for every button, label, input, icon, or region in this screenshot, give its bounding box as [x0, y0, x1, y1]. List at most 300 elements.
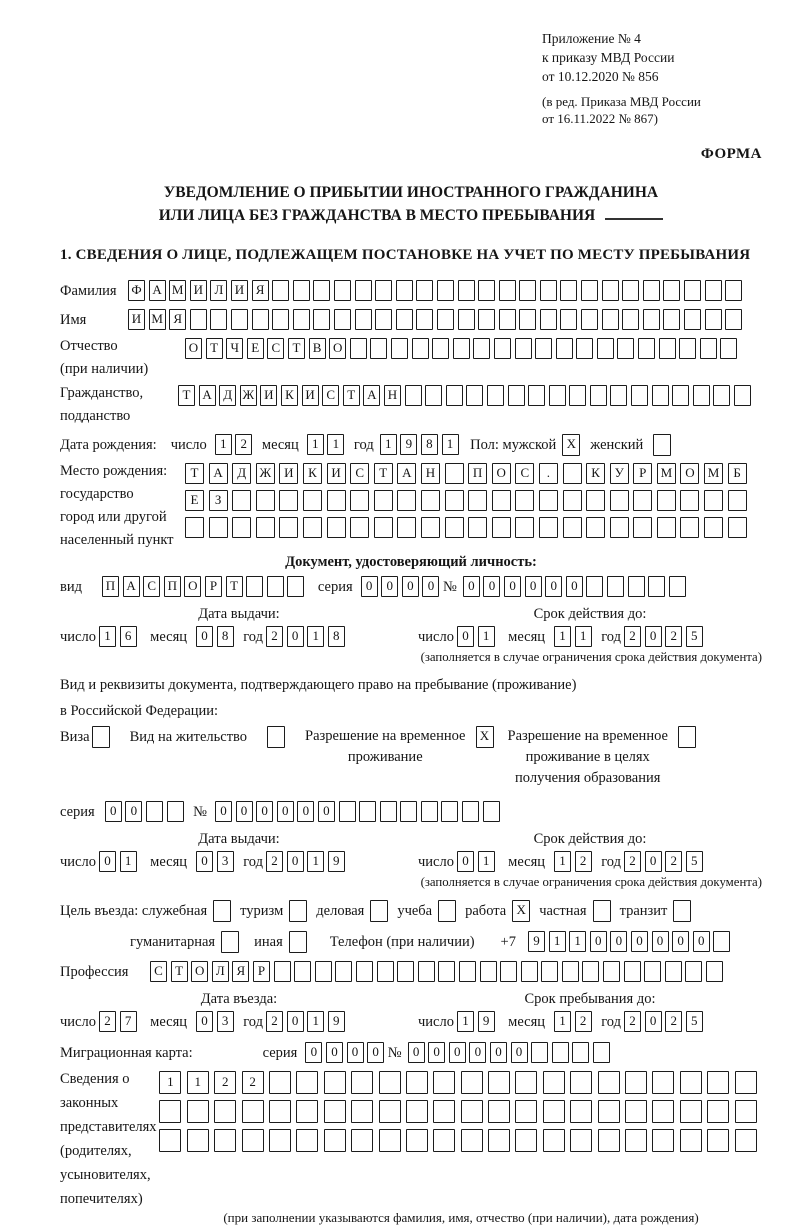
char-box[interactable]	[210, 309, 227, 330]
char-box[interactable]: 2	[665, 626, 682, 647]
char-box[interactable]	[334, 309, 351, 330]
char-box[interactable]	[735, 1100, 757, 1123]
char-box[interactable]: 0	[318, 801, 335, 822]
char-box[interactable]: С	[322, 385, 339, 406]
char-box[interactable]	[313, 280, 330, 301]
char-box[interactable]: Р	[205, 576, 222, 597]
phone-boxes[interactable]	[528, 931, 734, 952]
char-box[interactable]: 3	[217, 1011, 234, 1032]
char-box[interactable]: А	[123, 576, 140, 597]
char-box[interactable]	[633, 517, 652, 538]
char-box[interactable]: 0	[287, 1011, 304, 1032]
char-box[interactable]	[269, 1100, 291, 1123]
char-box[interactable]	[576, 338, 593, 359]
char-box[interactable]	[725, 309, 742, 330]
char-box[interactable]: П	[102, 576, 119, 597]
char-box[interactable]: 0	[215, 801, 232, 822]
char-box[interactable]: К	[303, 463, 322, 484]
char-box[interactable]	[324, 1071, 346, 1094]
char-box[interactable]	[519, 309, 536, 330]
char-box[interactable]: 0	[645, 1011, 662, 1032]
char-box[interactable]: И	[231, 280, 248, 301]
char-box[interactable]: Л	[212, 961, 229, 982]
char-box[interactable]	[552, 1042, 569, 1063]
char-box[interactable]: М	[169, 280, 186, 301]
char-box[interactable]	[540, 309, 557, 330]
char-box[interactable]: И	[190, 280, 207, 301]
char-box[interactable]	[287, 576, 304, 597]
char-box[interactable]: 0	[631, 931, 648, 952]
char-box[interactable]	[289, 900, 307, 922]
char-box[interactable]	[293, 309, 310, 330]
char-box[interactable]	[607, 576, 624, 597]
char-box[interactable]	[586, 517, 605, 538]
char-box[interactable]	[638, 338, 655, 359]
char-box[interactable]	[269, 1071, 291, 1094]
char-box[interactable]: Н	[384, 385, 401, 406]
char-box[interactable]	[492, 490, 511, 511]
char-box[interactable]	[462, 801, 479, 822]
char-box[interactable]: 2	[235, 434, 252, 455]
char-box[interactable]	[515, 1100, 537, 1123]
char-box[interactable]: О	[185, 338, 202, 359]
char-box[interactable]	[582, 961, 599, 982]
char-box[interactable]: Д	[232, 463, 251, 484]
char-box[interactable]: Я	[252, 280, 269, 301]
char-box[interactable]	[478, 280, 495, 301]
purpose-tourism-checkbox[interactable]	[289, 900, 307, 922]
char-box[interactable]: А	[209, 463, 228, 484]
char-box[interactable]	[391, 338, 408, 359]
birth-day-boxes[interactable]	[215, 434, 256, 455]
char-box[interactable]: 1	[554, 626, 571, 647]
permit-expiry-year-boxes[interactable]	[624, 851, 706, 872]
char-box[interactable]	[515, 1071, 537, 1094]
char-box[interactable]	[441, 801, 458, 822]
char-box[interactable]: 0	[490, 1042, 507, 1063]
purpose-study-checkbox[interactable]	[438, 900, 456, 922]
char-box[interactable]: Я	[232, 961, 249, 982]
char-box[interactable]	[303, 517, 322, 538]
char-box[interactable]	[652, 1129, 674, 1152]
patronymic-boxes[interactable]	[185, 338, 741, 359]
char-box[interactable]: 1	[307, 851, 324, 872]
char-box[interactable]: Т	[374, 463, 393, 484]
char-box[interactable]	[433, 1100, 455, 1123]
char-box[interactable]	[327, 517, 346, 538]
residence-permit-checkbox[interactable]	[267, 726, 285, 748]
char-box[interactable]	[713, 385, 730, 406]
birth-year-boxes[interactable]	[380, 434, 462, 455]
passport-expiry-year-boxes[interactable]	[624, 626, 706, 647]
char-box[interactable]: 1	[307, 626, 324, 647]
char-box[interactable]: 0	[645, 851, 662, 872]
char-box[interactable]	[375, 309, 392, 330]
char-box[interactable]: И	[128, 309, 145, 330]
permit-issue-year-boxes[interactable]	[266, 851, 348, 872]
char-box[interactable]: 2	[242, 1071, 264, 1094]
char-box[interactable]	[416, 280, 433, 301]
char-box[interactable]: 0	[610, 931, 627, 952]
char-box[interactable]	[445, 463, 464, 484]
char-box[interactable]	[269, 1129, 291, 1152]
char-box[interactable]	[397, 961, 414, 982]
char-box[interactable]	[598, 1129, 620, 1152]
char-box[interactable]	[631, 385, 648, 406]
char-box[interactable]	[405, 385, 422, 406]
char-box[interactable]	[461, 1071, 483, 1094]
char-box[interactable]	[598, 1071, 620, 1094]
permit-expiry-day-boxes[interactable]	[457, 851, 498, 872]
char-box[interactable]: 0	[652, 931, 669, 952]
char-box[interactable]	[397, 517, 416, 538]
char-box[interactable]: О	[492, 463, 511, 484]
char-box[interactable]: 0	[457, 626, 474, 647]
char-box[interactable]	[159, 1129, 181, 1152]
char-box[interactable]	[700, 338, 717, 359]
char-box[interactable]	[296, 1129, 318, 1152]
char-box[interactable]	[293, 280, 310, 301]
char-box[interactable]	[735, 1071, 757, 1094]
char-box[interactable]: Ж	[256, 463, 275, 484]
char-box[interactable]	[416, 309, 433, 330]
char-box[interactable]: И	[327, 463, 346, 484]
temp-residence-edu-checkbox[interactable]	[678, 726, 696, 748]
char-box[interactable]: 0	[463, 576, 480, 597]
char-box[interactable]: С	[515, 463, 534, 484]
char-box[interactable]: 0	[511, 1042, 528, 1063]
char-box[interactable]: Я	[169, 309, 186, 330]
char-box[interactable]: 2	[624, 1011, 641, 1032]
char-box[interactable]: 0	[196, 1011, 213, 1032]
char-box[interactable]	[356, 961, 373, 982]
char-box[interactable]	[624, 961, 641, 982]
char-box[interactable]	[351, 1129, 373, 1152]
char-box[interactable]	[232, 490, 251, 511]
char-box[interactable]: 0	[645, 626, 662, 647]
char-box[interactable]	[563, 517, 582, 538]
purpose-official-checkbox[interactable]	[213, 900, 231, 922]
char-box[interactable]	[256, 490, 275, 511]
char-box[interactable]	[256, 517, 275, 538]
char-box[interactable]: 1	[380, 434, 397, 455]
char-box[interactable]	[335, 961, 352, 982]
char-box[interactable]	[355, 280, 372, 301]
char-box[interactable]	[643, 280, 660, 301]
char-box[interactable]	[734, 385, 751, 406]
char-box[interactable]: 1	[307, 434, 324, 455]
permit-expiry-month-boxes[interactable]	[554, 851, 595, 872]
char-box[interactable]	[678, 726, 696, 748]
char-box[interactable]	[350, 517, 369, 538]
char-box[interactable]	[478, 309, 495, 330]
char-box[interactable]: 9	[400, 434, 417, 455]
char-box[interactable]: 1	[549, 931, 566, 952]
char-box[interactable]	[680, 490, 699, 511]
char-box[interactable]	[570, 1100, 592, 1123]
stay-year-boxes[interactable]	[624, 1011, 706, 1032]
char-box[interactable]	[549, 385, 566, 406]
char-box[interactable]: 1	[442, 434, 459, 455]
char-box[interactable]	[370, 338, 387, 359]
char-box[interactable]	[213, 900, 231, 922]
char-box[interactable]	[242, 1100, 264, 1123]
char-box[interactable]: 5	[686, 1011, 703, 1032]
char-box[interactable]	[418, 961, 435, 982]
char-box[interactable]: 0	[236, 801, 253, 822]
char-box[interactable]	[519, 280, 536, 301]
char-box[interactable]	[728, 517, 747, 538]
char-box[interactable]	[543, 1071, 565, 1094]
char-box[interactable]: Е	[247, 338, 264, 359]
char-box[interactable]	[625, 1129, 647, 1152]
char-box[interactable]: О	[329, 338, 346, 359]
char-box[interactable]	[221, 931, 239, 953]
char-box[interactable]	[672, 385, 689, 406]
char-box[interactable]	[468, 517, 487, 538]
char-box[interactable]	[728, 490, 747, 511]
representatives-row3-boxes[interactable]	[159, 1129, 762, 1152]
char-box[interactable]	[617, 338, 634, 359]
visa-checkbox[interactable]	[92, 726, 110, 748]
char-box[interactable]: 1	[554, 851, 571, 872]
char-box[interactable]	[488, 1100, 510, 1123]
char-box[interactable]: А	[397, 463, 416, 484]
char-box[interactable]	[324, 1100, 346, 1123]
char-box[interactable]	[705, 280, 722, 301]
char-box[interactable]	[652, 385, 669, 406]
char-box[interactable]: 5	[686, 626, 703, 647]
char-box[interactable]: С	[267, 338, 284, 359]
char-box[interactable]: 3	[217, 851, 234, 872]
char-box[interactable]	[232, 517, 251, 538]
char-box[interactable]: М	[149, 309, 166, 330]
profession-boxes[interactable]	[150, 961, 727, 982]
char-box[interactable]	[146, 801, 163, 822]
char-box[interactable]: 5	[686, 851, 703, 872]
char-box[interactable]	[350, 338, 367, 359]
char-box[interactable]: 0	[408, 1042, 425, 1063]
char-box[interactable]	[628, 576, 645, 597]
char-box[interactable]	[622, 280, 639, 301]
char-box[interactable]: 0	[99, 851, 116, 872]
char-box[interactable]: П	[468, 463, 487, 484]
char-box[interactable]	[433, 1071, 455, 1094]
char-box[interactable]	[324, 1129, 346, 1152]
char-box[interactable]	[480, 961, 497, 982]
char-box[interactable]: 1	[569, 931, 586, 952]
char-box[interactable]	[610, 490, 629, 511]
char-box[interactable]	[570, 1071, 592, 1094]
char-box[interactable]	[267, 576, 284, 597]
char-box[interactable]: С	[143, 576, 160, 597]
char-box[interactable]	[705, 309, 722, 330]
char-box[interactable]	[665, 961, 682, 982]
char-box[interactable]	[535, 338, 552, 359]
char-box[interactable]	[610, 517, 629, 538]
char-box[interactable]: Д	[219, 385, 236, 406]
char-box[interactable]	[572, 1042, 589, 1063]
char-box[interactable]: 0	[483, 576, 500, 597]
char-box[interactable]	[693, 385, 710, 406]
char-box[interactable]: Т	[171, 961, 188, 982]
char-box[interactable]: 2	[575, 1011, 592, 1032]
char-box[interactable]	[586, 576, 603, 597]
purpose-business-checkbox[interactable]	[370, 900, 388, 922]
char-box[interactable]: 1	[215, 434, 232, 455]
char-box[interactable]: Т	[185, 463, 204, 484]
char-box[interactable]	[492, 517, 511, 538]
char-box[interactable]	[657, 517, 676, 538]
char-box[interactable]	[294, 961, 311, 982]
char-box[interactable]: 0	[347, 1042, 364, 1063]
char-box[interactable]: Т	[178, 385, 195, 406]
stay-month-boxes[interactable]	[554, 1011, 595, 1032]
permit-series-boxes[interactable]	[105, 801, 187, 822]
char-box[interactable]: М	[657, 463, 676, 484]
char-box[interactable]: X	[562, 434, 580, 456]
char-box[interactable]: И	[302, 385, 319, 406]
char-box[interactable]: 2	[266, 1011, 283, 1032]
char-box[interactable]	[351, 1071, 373, 1094]
char-box[interactable]	[272, 309, 289, 330]
char-box[interactable]	[461, 1100, 483, 1123]
char-box[interactable]	[400, 801, 417, 822]
char-box[interactable]	[374, 490, 393, 511]
char-box[interactable]	[458, 309, 475, 330]
char-box[interactable]: 1	[575, 626, 592, 647]
char-box[interactable]: 0	[422, 576, 439, 597]
char-box[interactable]	[327, 490, 346, 511]
char-box[interactable]: 0	[256, 801, 273, 822]
char-box[interactable]: О	[184, 576, 201, 597]
char-box[interactable]	[274, 961, 291, 982]
female-checkbox[interactable]	[653, 434, 671, 456]
char-box[interactable]	[598, 1100, 620, 1123]
entry-year-boxes[interactable]	[266, 1011, 348, 1032]
char-box[interactable]	[187, 1100, 209, 1123]
char-box[interactable]	[603, 961, 620, 982]
char-box[interactable]: 0	[196, 851, 213, 872]
permit-issue-month-boxes[interactable]	[196, 851, 237, 872]
char-box[interactable]	[421, 517, 440, 538]
char-box[interactable]: 1	[99, 626, 116, 647]
char-box[interactable]	[379, 1129, 401, 1152]
char-box[interactable]	[707, 1129, 729, 1152]
char-box[interactable]: 9	[528, 931, 545, 952]
char-box[interactable]	[673, 900, 691, 922]
char-box[interactable]: 0	[287, 851, 304, 872]
char-box[interactable]	[543, 1100, 565, 1123]
char-box[interactable]	[246, 576, 263, 597]
char-box[interactable]	[461, 1129, 483, 1152]
char-box[interactable]: У	[610, 463, 629, 484]
char-box[interactable]	[313, 309, 330, 330]
char-box[interactable]	[653, 434, 671, 456]
char-box[interactable]: 2	[575, 851, 592, 872]
char-box[interactable]	[185, 517, 204, 538]
char-box[interactable]: 0	[545, 576, 562, 597]
char-box[interactable]	[563, 463, 582, 484]
char-box[interactable]: 0	[590, 931, 607, 952]
char-box[interactable]: К	[281, 385, 298, 406]
char-box[interactable]: 0	[297, 801, 314, 822]
birth-place-row2-boxes[interactable]	[185, 490, 751, 511]
char-box[interactable]	[541, 961, 558, 982]
char-box[interactable]: 0	[693, 931, 710, 952]
char-box[interactable]	[713, 931, 730, 952]
char-box[interactable]	[167, 801, 184, 822]
char-box[interactable]: 8	[421, 434, 438, 455]
char-box[interactable]	[396, 280, 413, 301]
char-box[interactable]	[466, 385, 483, 406]
char-box[interactable]	[468, 490, 487, 511]
temp-residence-checkbox[interactable]	[476, 726, 494, 748]
char-box[interactable]	[508, 385, 525, 406]
char-box[interactable]	[663, 280, 680, 301]
char-box[interactable]	[707, 1100, 729, 1123]
char-box[interactable]	[446, 385, 463, 406]
passport-expiry-month-boxes[interactable]	[554, 626, 595, 647]
char-box[interactable]: 2	[266, 851, 283, 872]
char-box[interactable]: 0	[428, 1042, 445, 1063]
char-box[interactable]: Р	[253, 961, 270, 982]
char-box[interactable]: 0	[326, 1042, 343, 1063]
char-box[interactable]	[685, 961, 702, 982]
char-box[interactable]: Ф	[128, 280, 145, 301]
char-box[interactable]	[380, 801, 397, 822]
char-box[interactable]: 1	[120, 851, 137, 872]
doc-number-boxes[interactable]	[463, 576, 690, 597]
char-box[interactable]	[421, 490, 440, 511]
char-box[interactable]: 2	[624, 851, 641, 872]
char-box[interactable]: Л	[210, 280, 227, 301]
char-box[interactable]	[610, 385, 627, 406]
birth-place-row3-boxes[interactable]	[185, 517, 751, 538]
char-box[interactable]	[459, 961, 476, 982]
char-box[interactable]: 0	[469, 1042, 486, 1063]
char-box[interactable]	[581, 309, 598, 330]
migration-number-boxes[interactable]	[408, 1042, 614, 1063]
char-box[interactable]	[92, 726, 110, 748]
entry-day-boxes[interactable]	[99, 1011, 140, 1032]
char-box[interactable]	[406, 1100, 428, 1123]
char-box[interactable]: 2	[214, 1071, 236, 1094]
char-box[interactable]	[556, 338, 573, 359]
char-box[interactable]	[453, 338, 470, 359]
char-box[interactable]: 8	[328, 626, 345, 647]
char-box[interactable]: Б	[728, 463, 747, 484]
char-box[interactable]: А	[363, 385, 380, 406]
char-box[interactable]	[515, 1129, 537, 1152]
char-box[interactable]	[657, 490, 676, 511]
char-box[interactable]: 0	[449, 1042, 466, 1063]
char-box[interactable]: Ж	[240, 385, 257, 406]
char-box[interactable]: 2	[624, 626, 641, 647]
char-box[interactable]	[735, 1129, 757, 1152]
char-box[interactable]	[494, 338, 511, 359]
char-box[interactable]: 1	[478, 626, 495, 647]
char-box[interactable]: 0	[672, 931, 689, 952]
char-box[interactable]: Р	[633, 463, 652, 484]
purpose-transit-checkbox[interactable]	[673, 900, 691, 922]
purpose-private-checkbox[interactable]	[593, 900, 611, 922]
entry-month-boxes[interactable]	[196, 1011, 237, 1032]
char-box[interactable]	[563, 490, 582, 511]
char-box[interactable]	[303, 490, 322, 511]
char-box[interactable]	[374, 517, 393, 538]
char-box[interactable]	[438, 961, 455, 982]
